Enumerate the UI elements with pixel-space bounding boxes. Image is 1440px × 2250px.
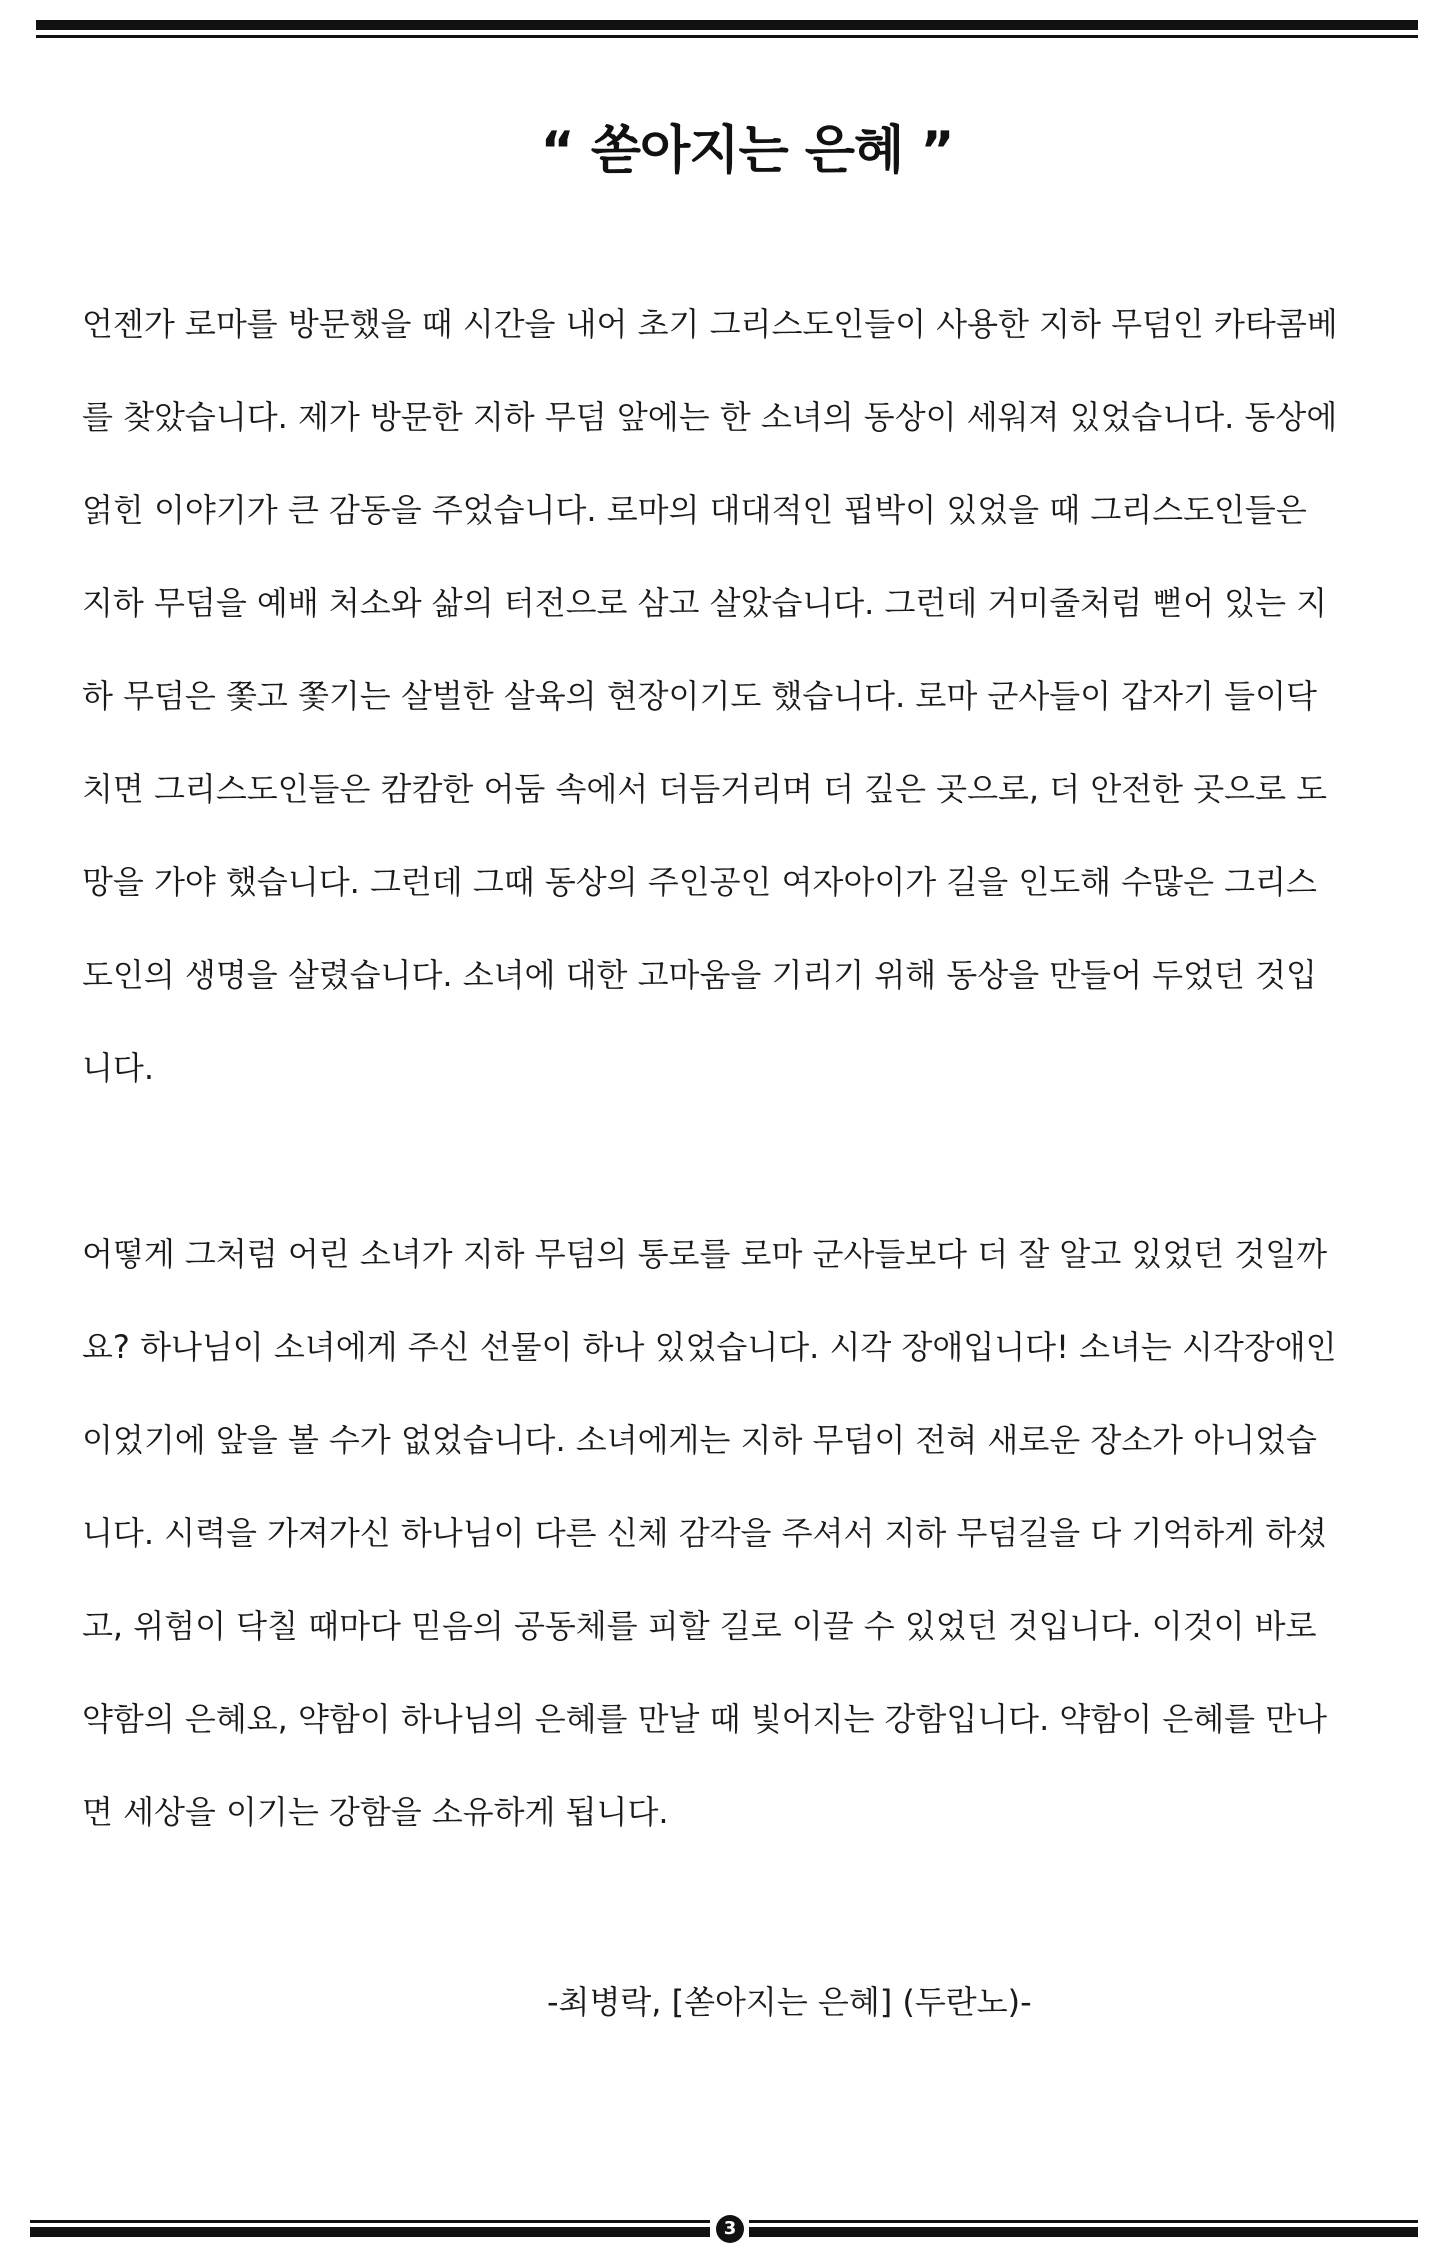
text-line: 도인의 생명을 살렸습니다. 소녀에 대한 고마움을 기리기 위해 동상을 만들어 두었던 것입 bbox=[82, 956, 1317, 994]
text-line: 를 찾았습니다. 제가 방문한 지하 무덤 앞에는 한 소녀의 동상이 세워져 있었습니다. 동상에 bbox=[82, 398, 1338, 436]
bottom-rule-thin-line bbox=[749, 2220, 1418, 2223]
page-title: “ 쏟아지는 은혜 ” bbox=[540, 121, 954, 181]
bottom-rule-thick-line bbox=[749, 2227, 1418, 2237]
bottom-rule-thick-line bbox=[30, 2227, 710, 2237]
text-line: 망을 가야 했습니다. 그런데 그때 동상의 주인공인 여자아이가 길을 인도해 수많은 그리스 bbox=[82, 863, 1317, 901]
paragraph-2 bbox=[82, 1208, 1418, 1859]
text-line: 언젠가 로마를 방문했을 때 시간을 내어 초기 그리스도인들이 사용한 지하 무덤인 카타콤베 bbox=[82, 305, 1338, 343]
top-double-rule bbox=[36, 20, 1418, 38]
bottom-rule-left-segment bbox=[30, 2214, 710, 2244]
text-line: 약함의 은혜요, 약함이 하나님의 은혜를 만날 때 빛어지는 강함입니다. 약함이 은혜를 만나 bbox=[82, 1700, 1328, 1738]
top-rule-thin-line bbox=[36, 35, 1418, 38]
text-line: 니다. 시력을 가져가신 하나님이 다른 신체 감각을 주셔서 지하 무덤길을 다 기억하게 하셨 bbox=[82, 1514, 1328, 1552]
text-line: 하 무덤은 쫓고 쫓기는 살벌한 살육의 현장이기도 했습니다. 로마 군사들이 갑자기 들이닥 bbox=[82, 677, 1317, 715]
text-line: 지하 무덤을 예배 처소와 삶의 터전으로 삼고 살았습니다. 그런데 거미줄처럼 뻗어 있는 지 bbox=[82, 584, 1328, 622]
bottom-rule-right-segment bbox=[749, 2214, 1418, 2244]
bottom-double-rule bbox=[30, 2214, 1418, 2244]
text-line: 면 세상을 이기는 강함을 소유하게 됩니다. bbox=[82, 1793, 669, 1831]
page-number-badge: 3 bbox=[716, 2215, 744, 2243]
text-line: 이었기에 앞을 볼 수가 없었습니다. 소녀에게는 지하 무덤이 전혀 새로운 장소가 아니었습 bbox=[82, 1421, 1317, 1459]
article-body bbox=[82, 278, 1418, 1859]
text-line: 치면 그리스도인들은 캄캄한 어둠 속에서 더듬거리며 더 깊은 곳으로, 더 안전한 곳으로 도 bbox=[82, 770, 1328, 808]
top-rule-thick-line bbox=[36, 20, 1418, 30]
text-line: 요? 하나님이 소녀에게 주신 선물이 하나 있었습니다. 시각 장애입니다! 소녀는 시각장애인 bbox=[82, 1328, 1337, 1366]
text-line: 얽힌 이야기가 큰 감동을 주었습니다. 로마의 대대적인 핍박이 있었을 때 그리스도인들은 bbox=[82, 491, 1307, 529]
source-citation: -최병락, [쏟아지는 은혜] (두란노)- bbox=[547, 1983, 1032, 2021]
bottom-rule-thin-line bbox=[30, 2220, 710, 2223]
text-line: 어떻게 그처럼 어린 소녀가 지하 무덤의 통로를 로마 군사들보다 더 잘 알고 있었던 것일까 bbox=[82, 1235, 1328, 1273]
text-line: 고, 위험이 닥칠 때마다 믿음의 공동체를 피할 길로 이끌 수 있었던 것입니다. 이것이 바로 bbox=[82, 1607, 1317, 1645]
paragraph-1 bbox=[82, 278, 1418, 1115]
text-line: 니다. bbox=[82, 1049, 154, 1087]
